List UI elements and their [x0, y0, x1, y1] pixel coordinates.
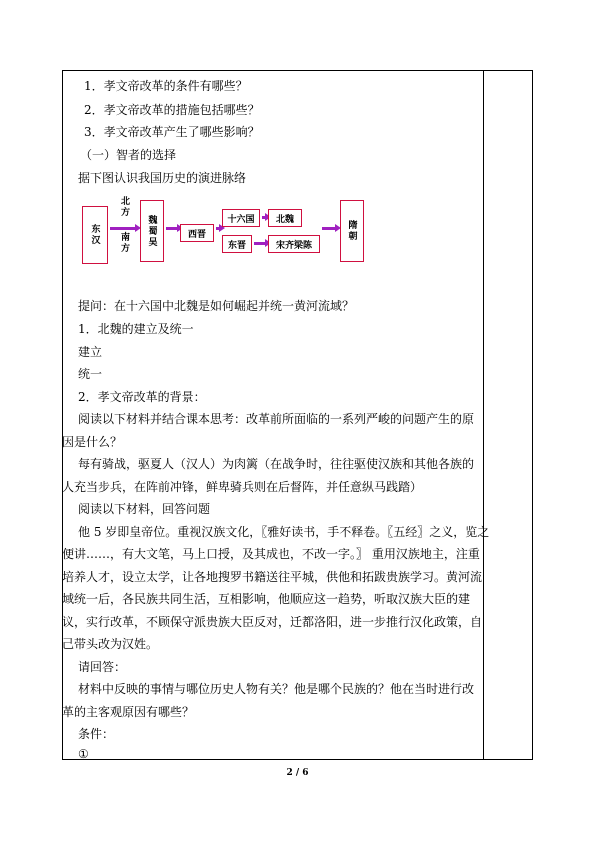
table-column-divider: [483, 70, 484, 760]
question-line-2: 革的主客观原因有哪些？: [62, 705, 195, 719]
box-donghan: 东汉: [82, 206, 108, 264]
box-shiliuguo: 十六国: [222, 209, 260, 227]
reading-2: 阅读以下材料，回答问题: [78, 502, 211, 516]
arrow-5: [254, 242, 266, 245]
question-prompt: 提问：在十六国中北魏是如何崛起并统一黄河流域？: [78, 299, 355, 313]
question-line-1: 材料中反映的事情与哪位历史人物有关？他是哪个民族的？他在当时进行改: [78, 682, 475, 696]
label-north: 北方: [119, 196, 129, 218]
material-2-line-3: 培养人才，设立太学，让各地搜罗书籍送往平城，供他和拓跋贵族学习。黄河流: [62, 570, 483, 584]
arrow-1: [110, 227, 136, 230]
box-songqiliangchen: 宋齐梁陈: [268, 235, 320, 253]
circle-number-1: ①: [78, 747, 89, 761]
arrow-4: [262, 216, 266, 219]
material-1-line-1: 每有骑战，驱夏人（汉人）为肉篱（在战争时，往往驱使汉族和其他各族的: [78, 457, 475, 471]
material-2-line-1: 他 5 岁即皇帝位。重视汉族文化，〖雅好读书，手不释卷。〖五经〗之义，览之: [78, 525, 490, 539]
reading-1-line-2: 因是什么？: [62, 435, 123, 449]
material-2-line-6: 己带头改为汉姓。: [62, 637, 159, 651]
question-1: 1．孝文帝改革的条件有哪些？: [84, 79, 248, 93]
material-2-line-5: 议，实行改革，不顾保守派贵族大臣反对，迁都洛阳，进一步推行汉化政策，自: [62, 615, 483, 629]
material-1-line-2: 人充当步兵，在阵前冲锋，鲜卑骑兵则在后督阵，并任意纵马践踏）: [62, 480, 423, 494]
establish-label: 建立: [78, 345, 103, 359]
question-3: 3．孝文帝改革产生了哪些影响？: [84, 125, 260, 139]
arrow-6: [322, 227, 336, 230]
page-number: 2 / 6: [286, 768, 309, 778]
conditions-label: 条件：: [78, 727, 115, 741]
box-beiwei: 北魏: [268, 209, 302, 227]
history-timeline-diagram: [78, 196, 378, 266]
box-dongjin: 东晋: [222, 235, 252, 253]
box-suichao: 隋朝: [340, 200, 364, 262]
material-2-line-4: 域统一后，各民族共同生活，互相影响，他顺应这一趋势，听取汉族大臣的建: [62, 592, 471, 606]
diagram-intro: 据下图认识我国历史的演进脉络: [78, 171, 247, 185]
unify-label: 统一: [78, 367, 103, 381]
section-heading: （一）智者的选择: [80, 148, 177, 162]
background-heading: 2．孝文帝改革的背景：: [78, 390, 206, 404]
arrow-2: [166, 227, 178, 230]
material-2-line-2: 便讲……，有大文笔，马上口授，及其成也，不改一字。〗 重用汉族地主，注重: [62, 547, 480, 561]
question-2: 2．孝文帝改革的措施包括哪些？: [84, 103, 260, 117]
arrow-3: [216, 227, 220, 230]
box-xijin: 西晋: [180, 224, 214, 242]
reading-1-line-1: 阅读以下材料并结合课本思考：改革前所面临的一系列严峻的问题产生的原: [78, 412, 475, 426]
beiwei-heading: 1．北魏的建立及统一: [78, 322, 194, 336]
label-south: 南方: [119, 232, 129, 254]
box-weishuwu: 魏蜀吴: [140, 200, 164, 262]
please-answer: 请回答：: [78, 660, 127, 674]
